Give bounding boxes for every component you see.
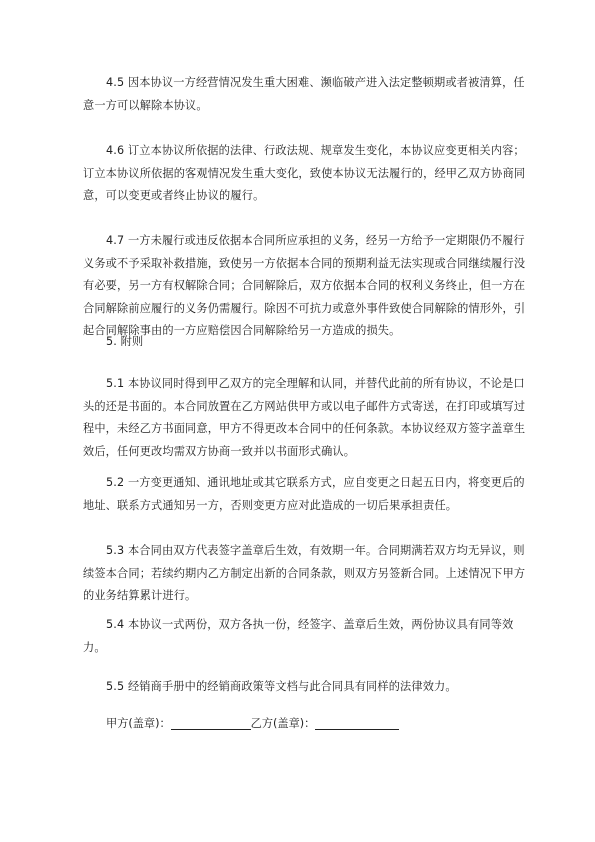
party-a-label: 甲方(盖章)： <box>106 717 171 730</box>
clause-5-5: 5.5 经销商手册中的经销商政策等文档与此合同具有同样的法律效力。 <box>106 680 457 693</box>
clause-5-1: 5.1 本协议同时得到甲乙双方的完全理解和认同，并替代此前的所有协议，不论是口头的还是书面的。本合同放置在乙方网站供甲方或以电子邮件方式寄送，在打印或填写过程中，未经乙方书面同意，甲方不得更改本合同中的任何条款。本协议经双方签字盖章生效后，任何更改均需双方协商一致并以书面形式确认。 <box>83 377 526 458</box>
clause-4-6: 4.6 订立本协议所依据的法律、行政法规、规章发生变化，本协议应变更相关内容；订立本协议所依据的客观情况发生重大变化，致使本协议无法履行的，经甲乙双方协商同意，可以变更或者终止协议的履行。 <box>83 144 526 202</box>
clause-5-4: 5.4 本协议一式两份，双方各执一份，经签字、盖章后生效，两份协议具有同等效力。 <box>83 618 514 654</box>
party-b-label: 乙方(盖章)： <box>250 717 316 730</box>
signature-line <box>106 713 399 735</box>
party-b-signature-blank <box>315 715 399 730</box>
clause-4-5: 4.5 因本协议一方经营情况发生重大困难、濒临破产进入法定整顿期或者被清算，任意一方可以解除本协议。 <box>83 76 525 112</box>
clause-5-3: 5.3 本合同由双方代表签字盖章后生效，有效期一年。合同期满若双方均无异议，则续签本合同；若续约期内乙方制定出新的合同条款，则双方另签新合同。上述情况下甲方的业务结算累计进行。 <box>83 544 526 602</box>
party-a-signature-blank <box>171 715 251 730</box>
clause-5-2: 5.2 一方变更通知、通讯地址或其它联系方式，应自变更之日起五日内，将变更后的地址、联系方式通知另一方，否则变更方应对此造成的一切后果承担责任。 <box>83 476 525 512</box>
section-heading-5: 5. 附则 <box>106 335 144 348</box>
clause-4-7: 4.7 一方未履行或违反依据本合同所应承担的义务，经另一方给予一定期限仍不履行义务或不予采取补救措施，致使另一方依据本合同的预期利益无法实现或合同继续履行没有必要，另一方有权解除合同；合同解除后，双方依据本合同的权利义务终止，但一方在合同解除前应履行的义务仍需履行。除因不可抗力或意外事件致使合同解除的情形外，引起合同解除事由的一方应赔偿因合同解除给另一方造成的损失。 <box>83 234 526 337</box>
